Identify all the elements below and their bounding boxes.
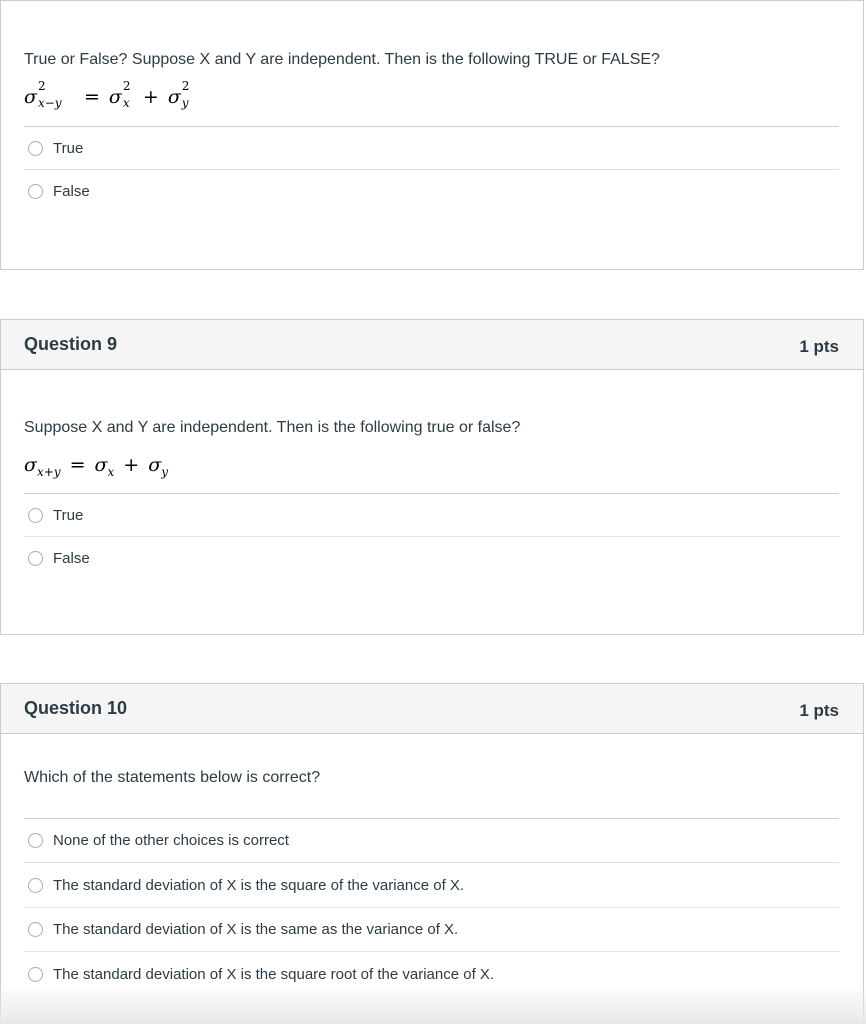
question-9-answers (24, 493, 839, 580)
answer-label: False (53, 550, 90, 567)
answer-option[interactable] (24, 819, 839, 863)
formula-term: σ (108, 86, 122, 108)
question-points: 1 pts (799, 336, 839, 356)
question-8-answers (24, 126, 839, 213)
radio-button[interactable] (28, 833, 43, 848)
question-title: Question 9 (24, 334, 118, 354)
question-10-card (0, 683, 864, 1024)
formula-sup: 2 (37, 79, 46, 93)
question-10-text: Which of the statements below is correct? (24, 769, 321, 786)
question-points: 1 pts (799, 700, 839, 720)
formula-term: σ (167, 86, 181, 108)
radio-button[interactable] (28, 184, 43, 199)
bottom-fade (0, 985, 866, 1024)
question-9-formula: $\sigma_{x+y} = \sigma_x + \sigma_y$ (24, 454, 168, 479)
question-10-answers (24, 818, 839, 996)
radio-button[interactable] (28, 878, 43, 893)
answer-option[interactable] (24, 537, 839, 580)
answer-label: None of the other choices is correct (53, 832, 289, 849)
answer-label: True (53, 139, 84, 157)
radio-button[interactable] (28, 141, 43, 156)
radio-button[interactable] (28, 551, 43, 566)
question-8-card (0, 0, 864, 270)
question-10-header (1, 684, 863, 734)
radio-button[interactable] (28, 967, 43, 982)
answer-option[interactable] (24, 127, 839, 170)
answer-label: The standard deviation of X is the same as the variance of X. (53, 921, 459, 938)
answer-label: The standard deviation of X is the square root of the variance of X. (53, 965, 495, 983)
answer-label: False (53, 183, 90, 200)
answer-label: True (53, 506, 84, 524)
radio-button[interactable] (28, 508, 43, 523)
question-9-header (1, 320, 863, 370)
answer-label: The standard deviation of X is the square of the variance of X. (53, 876, 465, 894)
answer-option[interactable] (24, 908, 839, 952)
question-8-body (1, 1, 863, 213)
formula-term: σ (24, 86, 37, 108)
answer-option[interactable] (24, 170, 839, 213)
formula-sub: x−y (37, 96, 62, 110)
question-8-text: True or False? Suppose X and Y are independent. Then is the following TRUE or FALSE? (24, 51, 660, 68)
question-9-text: Suppose X and Y are independent. Then is the following true or false? (24, 419, 521, 436)
answer-option[interactable] (24, 863, 839, 908)
question-10-body (1, 734, 863, 996)
radio-button[interactable] (28, 922, 43, 937)
question-9-card (0, 319, 864, 635)
question-8-formula: σ 2 x−y = σ 2 x + σ 2 y (24, 82, 839, 126)
answer-option[interactable] (24, 494, 839, 537)
question-9-body (1, 370, 863, 580)
question-title: Question 10 (24, 698, 128, 718)
